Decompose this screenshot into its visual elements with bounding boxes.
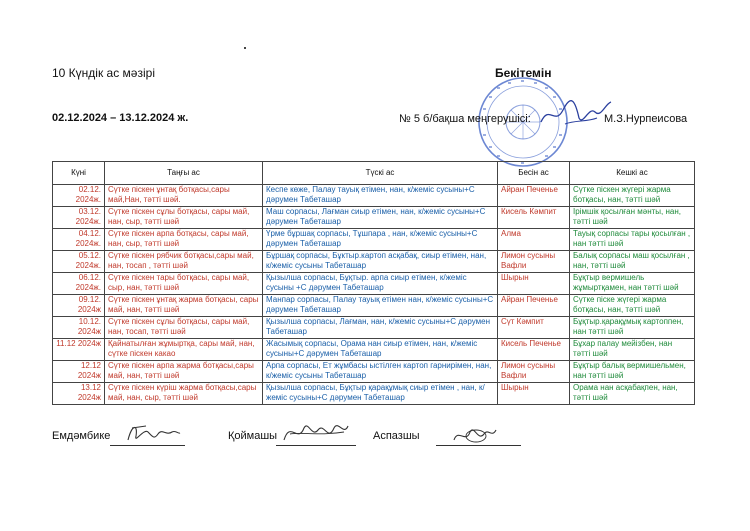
table-row [53, 229, 695, 251]
column-header-lunch: Түскі ас [263, 162, 498, 185]
cell-day: 02.12. 2024ж. [53, 185, 105, 207]
table-header-row [53, 162, 695, 185]
cell-dinner: Бұқтыр вермишель жұмыртқамен, нан тәтті шәй [570, 273, 695, 295]
cell-dinner: Тауық сорпасы тары қосылған , нан тәтті шәй [570, 229, 695, 251]
table-row [53, 361, 695, 383]
cell-snack: Лимон сусыны Вафли [498, 361, 570, 383]
cell-lunch: Маш сорпасы, Лағман сиыр етімен, нан, к/жеміс сусыны+С дәрумен Табеташар [263, 207, 498, 229]
director-label: № 5 б/бақша меңгерушісі: [399, 113, 531, 125]
storekeeper-label: Қоймашы [228, 430, 278, 442]
page-title: 10 Күндік ас мәзірі [52, 66, 155, 80]
cell-dinner: Бұқтыр балық вермишельмен, нан тәтті шәй [570, 361, 695, 383]
cell-snack: Кисель Кәмпит [498, 207, 570, 229]
cell-day: 11.12 2024ж [53, 339, 105, 361]
storekeeper-signature-icon [280, 416, 352, 448]
table-row [53, 251, 695, 273]
cell-dinner: Орама нан асқабақпен, нан, тәтті шәй [570, 383, 695, 405]
column-header-breakfast: Таңғы ас [105, 162, 263, 185]
cell-snack: Кисель Печенье [498, 339, 570, 361]
menu-table [52, 161, 695, 405]
cell-day: 06.12. 2024ж. [53, 273, 105, 295]
cell-snack: Айран Печенье [498, 295, 570, 317]
cell-day: 13.12 2024ж [53, 383, 105, 405]
cell-lunch: Манпар сорпасы, Палау тауық етімен нан, к/жеміс сусыны+С дәрумен Табеташар [263, 295, 498, 317]
cell-day: 04.12. 2024ж. [53, 229, 105, 251]
cell-breakfast: Сүтке піскен ұнтақ жарма ботқасы, сары май, нан, тәтті шәй [105, 295, 263, 317]
cell-snack: Сүт Кәмпит [498, 317, 570, 339]
table-row [53, 207, 695, 229]
cell-breakfast: Сүтке піскен сұлы ботқасы, сары май, нан, тосап, тәтті шәй [105, 317, 263, 339]
cell-snack: Шырын [498, 273, 570, 295]
table-row [53, 273, 695, 295]
cell-lunch: Бұршақ сорпасы, Бұктыр.картоп асқабақ, сиыр етімен, нан, к/жеміс сусыны Табеташар [263, 251, 498, 273]
cell-lunch: Қызылша сорпасы, Лағман, нан, к/жеміс сусыны+С дәрумен Табеташар [263, 317, 498, 339]
cell-day: 09.12. 2024ж [53, 295, 105, 317]
cook-label: Аспазшы [373, 430, 420, 442]
cell-breakfast: Сүтке піскен рябчик ботқасы,сары май, нан, тосап , тәтті шәй [105, 251, 263, 273]
cell-snack: Лимон сусыны Вафли [498, 251, 570, 273]
cell-dinner: Сүтке піскен жүгері жарма ботқасы, нан, тәтті шәй [570, 185, 695, 207]
cell-day: 12.12 2024ж [53, 361, 105, 383]
cell-snack: Шырын [498, 383, 570, 405]
cell-breakfast: Сүтке піскен тары ботқасы, сары май, сыр, нан, тәтті шәй [105, 273, 263, 295]
cell-day: 03.12. 2024ж. [53, 207, 105, 229]
cell-dinner: Ірімшік қосылған мәнты, нан, тәтті шәй [570, 207, 695, 229]
cell-lunch: Арпа сорпасы, Ет жұмбасы ыстілген картоп гарнирімен, нан, к/жеміс сусыны Табеташар [263, 361, 498, 383]
cell-breakfast: Сүтке піскен арпа ботқасы, сары май, нан, сыр, тәтті шәй [105, 229, 263, 251]
director-name: М.З.Нурпеисова [604, 113, 688, 125]
table-row [53, 317, 695, 339]
cell-lunch: Қызылша сорпасы, Бұқтыр. арпа сиыр етімен, к/жеміс сусыны +С дәрумен Табеташар [263, 273, 498, 295]
cell-dinner: Бұқтыр.қарақұмық картоппен, нан тәтті шәй [570, 317, 695, 339]
nurse-label: Емдәмбике [52, 430, 111, 442]
cell-breakfast: Сүтке піскен арпа жарма ботқасы,сары май, нан, тәтті шәй [105, 361, 263, 383]
cell-dinner: Бұхар палау мейізбен, нан тәтті шәй [570, 339, 695, 361]
nurse-signature-icon [124, 418, 182, 448]
table-row [53, 185, 695, 207]
cell-dinner: Сүтке піске жүгері жарма ботқасы, нан, тәтті шәй [570, 295, 695, 317]
cell-lunch: Кеспе көже, Палау тауық етімен, нан, к/жеміс сусыны+С дәрумен Табеташар [263, 185, 498, 207]
date-range: 02.12.2024 – 13.12.2024 ж. [52, 112, 189, 124]
cell-breakfast: Сүтке піскен ұнтақ ботқасы,сары май,Нан, тәтті шәй. [105, 185, 263, 207]
table-row [53, 339, 695, 361]
cell-breakfast: Сүтке піскен күріш жарма ботқасы,сары май, нан, сыр, тәтті шәй [105, 383, 263, 405]
director-signature-icon [535, 96, 615, 132]
cook-signature-icon [450, 420, 500, 448]
cell-breakfast: Сүтке піскен сұлы ботқасы, сары май, нан, сыр, тәтті шәй [105, 207, 263, 229]
cell-lunch: Үрме бұршақ сорпасы, Тұшпара , нан, к/жеміс сусыны+С дәрумен Табеташар [263, 229, 498, 251]
approval-label: Бекітемін [495, 66, 552, 80]
cell-dinner: Балық сорпасы маш қосылған , нан, тәтті шәй [570, 251, 695, 273]
cell-breakfast: Қайнатылған жұмыртқа, сары май, нан, сүтке піскен какао [105, 339, 263, 361]
cell-day: 10.12. 2024ж [53, 317, 105, 339]
cell-lunch: Жасымық сорпасы, Орама нан сиыр етімен, нан, к/жеміс сусыны+С дәрумен Табеташар [263, 339, 498, 361]
cell-day: 05.12. 2024ж. [53, 251, 105, 273]
column-header-snack: Бесін ас [498, 162, 570, 185]
table-row [53, 295, 695, 317]
dot-mark [244, 47, 246, 49]
cell-lunch: Қызылша сорпасы, Бұқтыр қарақұмық сиыр етімен , нан, к/жеміс сусыны+С дәрумен Табеташар [263, 383, 498, 405]
table-row [53, 383, 695, 405]
cell-snack: Айран Печенье [498, 185, 570, 207]
column-header-dinner: Кешкі ас [570, 162, 695, 185]
cell-snack: Алма [498, 229, 570, 251]
column-header-day: Күні [53, 162, 105, 185]
